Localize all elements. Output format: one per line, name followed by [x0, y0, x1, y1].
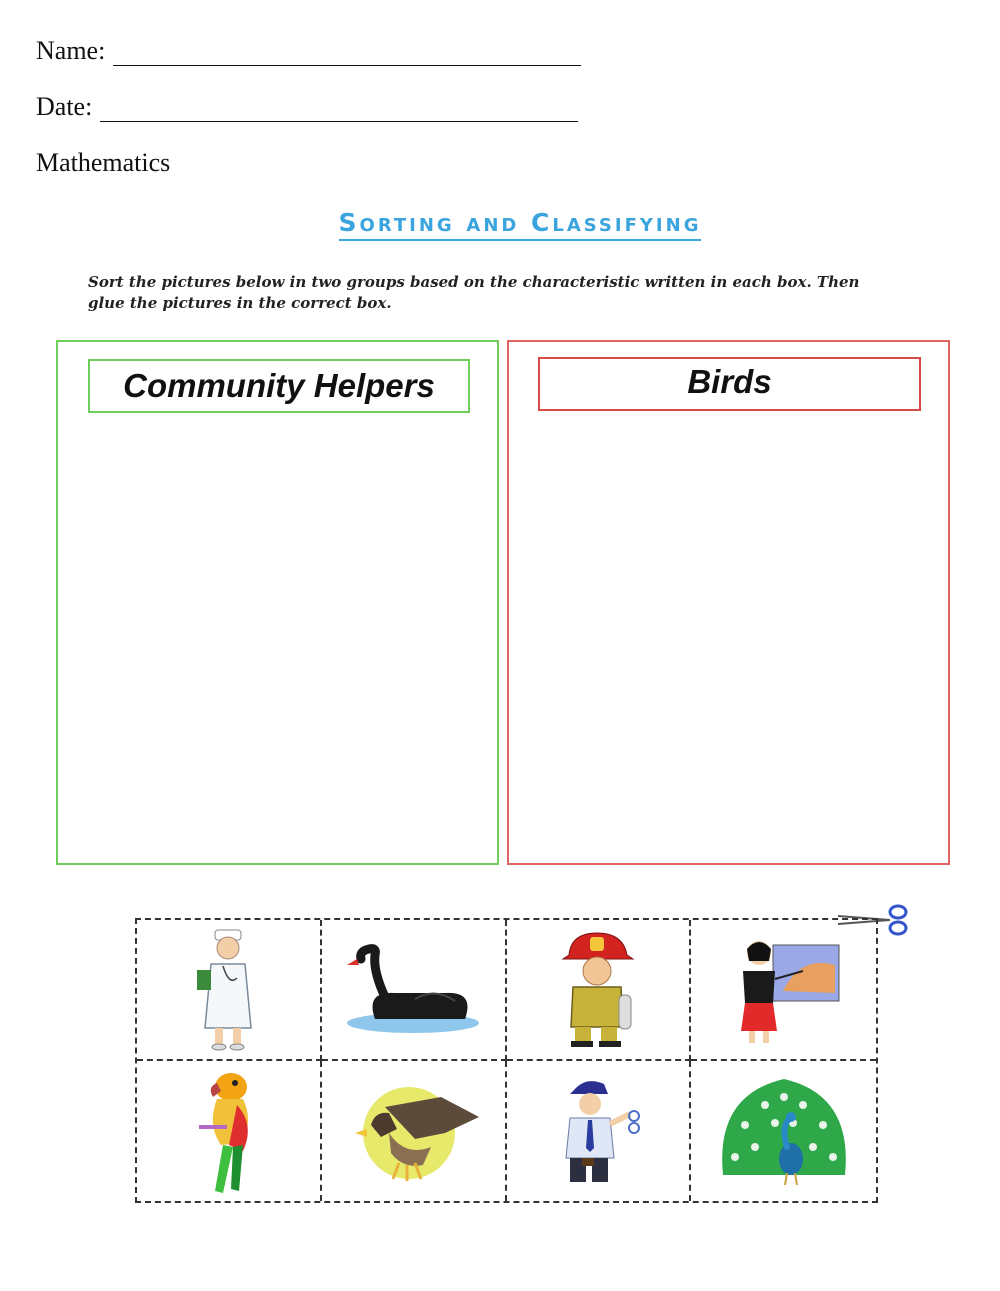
worksheet-title-wrap: [0, 208, 1000, 237]
picture-card[interactable]: [322, 1061, 507, 1202]
date-line[interactable]: [100, 100, 578, 122]
teacher-icon: [725, 931, 843, 1047]
birds-box[interactable]: [507, 340, 950, 865]
worksheet-title: Sorting and Classifying: [339, 208, 702, 241]
instructions-text: Sort the pictures below in two groups based on the characteristic written in each box. Then glue the pictures in the correct box.: [88, 273, 860, 312]
name-label: Name:: [36, 36, 106, 65]
name-line[interactable]: [113, 44, 581, 66]
nurse-icon: [193, 926, 263, 1052]
subject-label: Mathematics: [36, 148, 171, 177]
police-officer-icon: [552, 1074, 644, 1188]
peacock-icon: [715, 1075, 853, 1187]
picture-card[interactable]: [507, 1061, 692, 1202]
community-helpers-label: Community Helpers: [88, 359, 470, 413]
date-label: Date:: [36, 92, 93, 121]
picture-card[interactable]: [507, 920, 692, 1061]
picture-card[interactable]: [137, 920, 322, 1061]
date-field[interactable]: [36, 92, 578, 122]
picture-card[interactable]: [137, 1061, 322, 1202]
name-field[interactable]: [36, 36, 581, 66]
picture-card[interactable]: [691, 920, 876, 1061]
parrot-icon: [193, 1065, 263, 1197]
birds-label: Birds: [538, 357, 921, 411]
picture-card[interactable]: [691, 1061, 876, 1202]
cutout-pictures-grid: [135, 918, 878, 1203]
eagle-icon: [345, 1077, 481, 1185]
picture-card[interactable]: [322, 920, 507, 1061]
community-helpers-box[interactable]: [56, 340, 499, 865]
black-swan-icon: [345, 941, 481, 1037]
firefighter-icon: [557, 929, 639, 1049]
